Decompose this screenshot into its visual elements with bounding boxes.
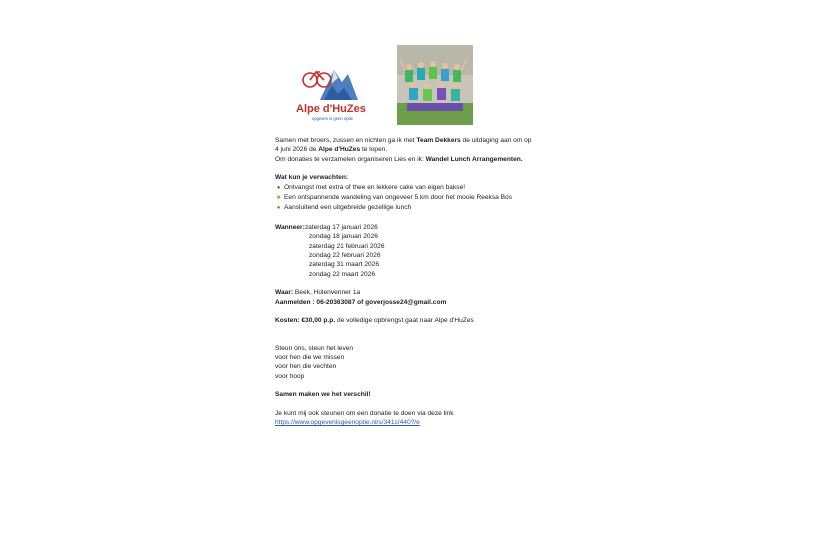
donate-line (275, 418, 575, 427)
donate-text: Je kunt mij ook steunen om een donatie te doen via deze link (275, 409, 454, 417)
when-row (275, 260, 575, 269)
when-date: zondag 22 februari 2026 (309, 252, 381, 260)
team-name: Team Dekkers (416, 137, 461, 144)
when-date: zaterdag 31 maart 2026 (309, 261, 380, 269)
arrangement-name: Wandel Lunch Arrangementen. (425, 155, 523, 163)
intro-line-2: 4 juni 2026 de Alpe d'HuZes te lopen. (275, 146, 388, 154)
donate-link[interactable]: https://www.opgevenisgeenoptie.nl/s/341c/440?/e (275, 418, 420, 426)
when-date: zaterdag 21 februari 2026 (309, 242, 385, 250)
expect-item: ■ Een ontspannende wandeling van ongeveer 5 km door het mooie Reeksa Bos (275, 193, 575, 203)
support-line: Steun ons, steun het leven (275, 344, 354, 352)
event-name: Alpe d'HuZes (318, 146, 361, 154)
intro-line-1: Samen met broers, zussen en nichten ga ik met Team Dekkers de uitdaging aan om op (275, 137, 532, 144)
when-date: zondag 22 maart 2026 (309, 270, 375, 278)
alpe-dhuzes-logo (290, 58, 368, 124)
when-row (275, 270, 575, 279)
when-row (275, 232, 575, 241)
when-row (275, 242, 575, 251)
support-line: voor hoop (275, 372, 305, 380)
signup-line (275, 298, 575, 307)
where-value: Beek, Holenvenner 1a (293, 289, 361, 297)
when-date: zondag 18 januari 2026 (309, 233, 378, 241)
cost-line (275, 316, 575, 325)
expect-item: ● Aansluitend een uitgebreide gezellige lunch (275, 203, 575, 213)
cost-value: de volledige opbrengst gaat naar Alpe d'HuZes (335, 317, 474, 325)
when-row (275, 223, 575, 232)
cost-label: Kosten: €30,00 p.p. (275, 317, 336, 325)
when-date: zaterdag 17 januari 2026 (304, 223, 378, 231)
signup-label: Aanmelden : 06-20363087 of goverjosse24@gmail.com (275, 298, 447, 306)
logo-tagline: opgeven is geen optie (312, 116, 353, 121)
flyer-text (275, 136, 575, 427)
logo-text: Alpe d'HuZes (296, 103, 366, 115)
intro-line-3: Om donaties te verzamelen organiseren Lies en ik: Wandel Lunch Arrangementen. (275, 155, 523, 163)
coffee-cake-icon: ● (276, 184, 281, 191)
when-row (275, 251, 575, 260)
together-line: Samen maken we het verschil! (275, 391, 371, 399)
lunch-icon: ● (276, 205, 281, 212)
expect-heading: Wat kun je verwachten: (275, 174, 349, 182)
where-line (275, 288, 575, 297)
support-line: voor hen die vechten (275, 363, 337, 371)
where-label: Waar: (275, 289, 294, 297)
support-line: voor hen die we missen (275, 353, 345, 361)
walking-route-icon: ■ (276, 195, 281, 202)
when-label: Wanneer: (275, 223, 305, 231)
expect-item: ● Ontvangst met extra of thee en lekkere cake van eigen bakse! (275, 183, 575, 193)
team-photo (397, 45, 473, 125)
